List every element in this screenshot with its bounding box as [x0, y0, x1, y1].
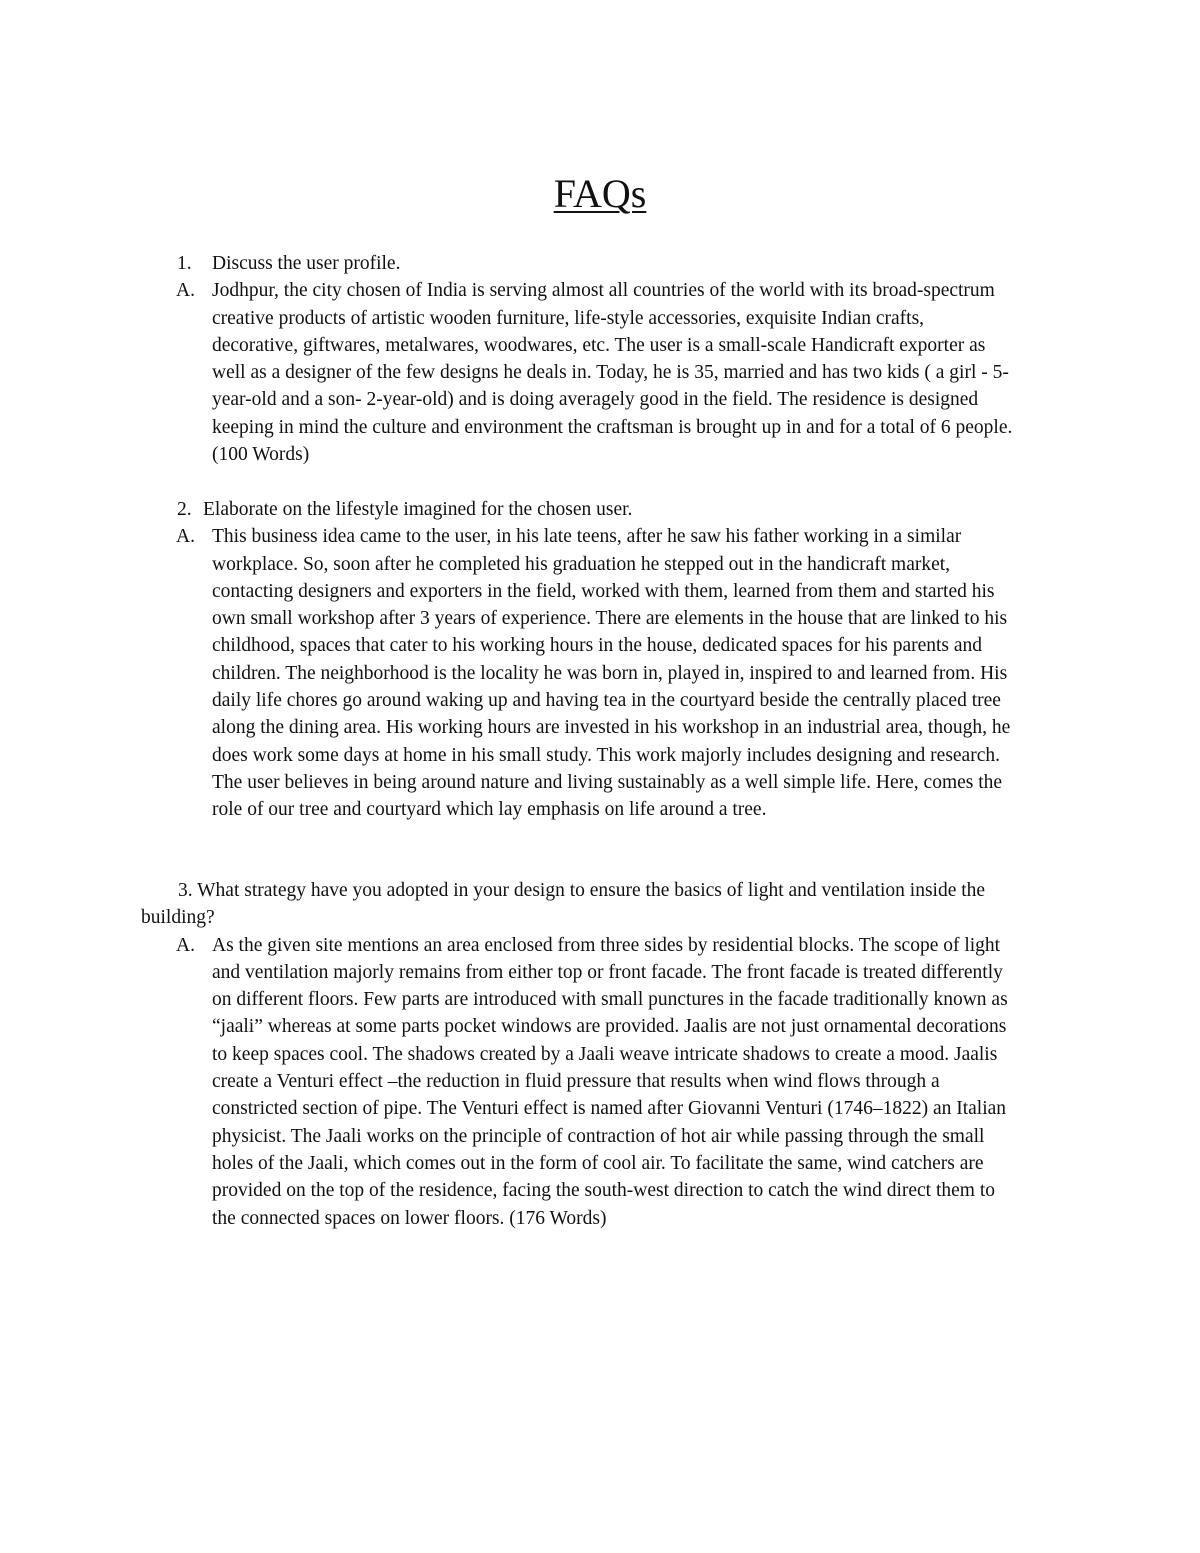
answer-line: own small workshop after 3 years of experience. There are elements in the house that are linked to his [212, 608, 1008, 630]
answer-line: Jodhpur, the city chosen of India is serving almost all countries of the world with its broad-spectrum [212, 280, 995, 302]
answer-line: holes of the Jaali, which comes out in the form of cool air. To facilitate the same, wind catchers are [212, 1152, 984, 1174]
answer-line: The user believes in being around nature and living sustainably as a well simple life. Here, comes the [212, 771, 1003, 793]
question-text-line: 3. What strategy have you adopted in your design to ensure the basics of light and ventilation inside the [178, 880, 986, 901]
page-title [0, 168, 1200, 220]
faq-answer-2 [0, 523, 1200, 823]
question-text-line: building? [141, 907, 215, 929]
answer-line: create a Venturi effect –the reduction in fluid pressure that results when wind flows through a [212, 1071, 940, 1093]
faq-answer-1 [0, 277, 1200, 468]
answer-line: children. The neighborhood is the locality he was born in, played in, inspired to and learned from. His [212, 662, 1008, 684]
answer-line: workplace. So, soon after he completed his graduation he stepped out in the handicraft market, [212, 553, 951, 575]
answer-line: physicist. The Jaali works on the principle of contraction of hot air while passing through the small [212, 1125, 985, 1147]
answer-line: the connected spaces on lower floors. (176 Words) [212, 1207, 607, 1229]
page-title-text: FAQs [553, 171, 647, 216]
faq-item-3 [0, 877, 1200, 1232]
question-number: 1. [177, 253, 192, 274]
answer-line: This business idea came to the user, in his late teens, after he saw his father working in a similar [212, 526, 962, 548]
answer-line: childhood, spaces that cater to his working hours in the house, dedicated spaces for his parents and [212, 635, 983, 657]
answer-marker: A. [176, 934, 195, 956]
question-text: Discuss the user profile. [212, 253, 401, 274]
answer-line: contacting designers and exporters in the field, worked with them, learned from them and started his [212, 580, 995, 602]
faq-question-3 [0, 877, 1200, 932]
answer-line: (100 Words) [212, 444, 310, 466]
faq-answer-3 [0, 932, 1200, 1232]
answer-line: to keep spaces cool. The shadows created by a Jaali weave intricate shadows to create a mood. Jaalis [212, 1043, 998, 1065]
answer-line: along the dining area. His working hours are invested in his workshop in an industrial area, though, he [212, 717, 1011, 739]
answer-line: daily life chores go around waking up and having tea in the courtyard beside the centrally placed tree [212, 690, 1001, 712]
answer-line: role of our tree and courtyard which lay emphasis on life around a tree. [212, 799, 767, 821]
answer-line: “jaali” whereas at some parts pocket windows are provided. Jaalis are not just ornamental decorations [212, 1016, 1007, 1038]
answer-line: provided on the top of the residence, facing the south-west direction to catch the wind direct them to [212, 1180, 996, 1202]
answer-line: constricted section of pipe. The Venturi effect is named after Giovanni Venturi (1746–1822) an Italian [212, 1098, 1007, 1120]
answer-line: well as a designer of the few designs he deals in. Today, he is 35, married and has two kids ( a girl - 5- [212, 362, 1009, 384]
answer-line: year-old and a son- 2-year-old) and is doing averagely good in the field. The residence is designed [212, 389, 979, 411]
answer-line: on different floors. Few parts are introduced with small punctures in the facade traditionally known as [212, 989, 1008, 1011]
question-number: 2. [177, 499, 192, 520]
answer-line: does work some days at home in his small study. This work majorly includes designing and research. [212, 744, 1000, 766]
answer-line: and ventilation majorly remains from either top or front facade. The front facade is treated differently [212, 961, 1003, 983]
faq-item-1 [0, 250, 1200, 468]
faq-question-1 [0, 250, 1200, 277]
faq-item-2 [0, 496, 1200, 824]
faq-question-2 [0, 496, 1200, 523]
answer-line: As the given site mentions an area enclosed from three sides by residential blocks. The scope of light [212, 934, 1001, 956]
answer-line: decorative, giftwares, metalwares, woodwares, etc. The user is a small-scale Handicraft exporter as [212, 334, 986, 356]
answer-marker: A. [176, 280, 195, 302]
answer-marker: A. [176, 526, 195, 548]
answer-line: creative products of artistic wooden furniture, life-style accessories, exquisite Indian crafts, [212, 307, 925, 329]
answer-line: keeping in mind the culture and environment the craftsman is brought up in and for a total of 6 people. [212, 416, 1013, 438]
question-text: Elaborate on the lifestyle imagined for the chosen user. [203, 499, 633, 520]
